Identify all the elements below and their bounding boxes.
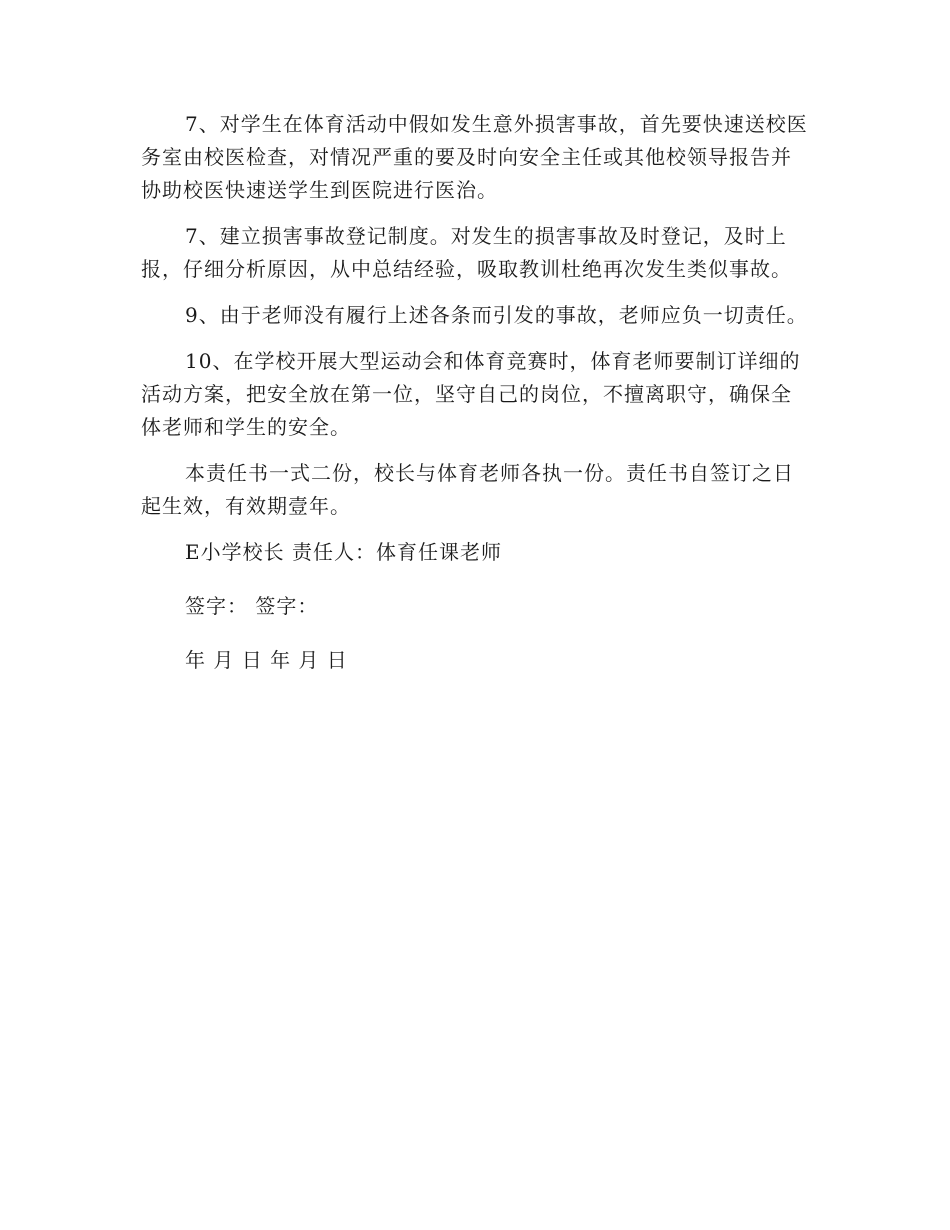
clause-10-events: 10、在学校开展大型运动会和体育竞赛时，体育老师要制订详细的活动方案，把安全放在第一位，坚守自己的岗位，不擅离职守，确保全体老师和学生的安全。 [141,349,801,439]
clause-9-responsibility: 9、由于老师没有履行上述各条而引发的事故，老师应负一切责任。 [185,303,808,327]
document-body [141,108,809,677]
clause-7-injury-handling: 7、对学生在体育活动中假如发生意外损害事故，首先要快速送校医务室由校医检查，对情况严重的要及时向安全主任或其他校领导报告并协助校医快速送学生到医院进行医治。 [141,112,808,202]
signature-date: 年 月 日 年 月 日 [185,648,348,672]
copies-validity-note: 本责任书一式二份，校长与体育老师各执一份。责任书自签订之日起生效，有效期壹年。 [141,461,794,518]
clause-7-registration: 7、建立损害事故登记制度。对发生的损害事故及时登记，及时上报，仔细分析原因，从中总结经验，吸取教训杜绝再次发生类似事故。 [141,224,792,281]
signature-lines: 签字： 签字： [185,594,319,618]
signature-parties: E小学校长 责任人：体育任课老师 [185,540,502,564]
